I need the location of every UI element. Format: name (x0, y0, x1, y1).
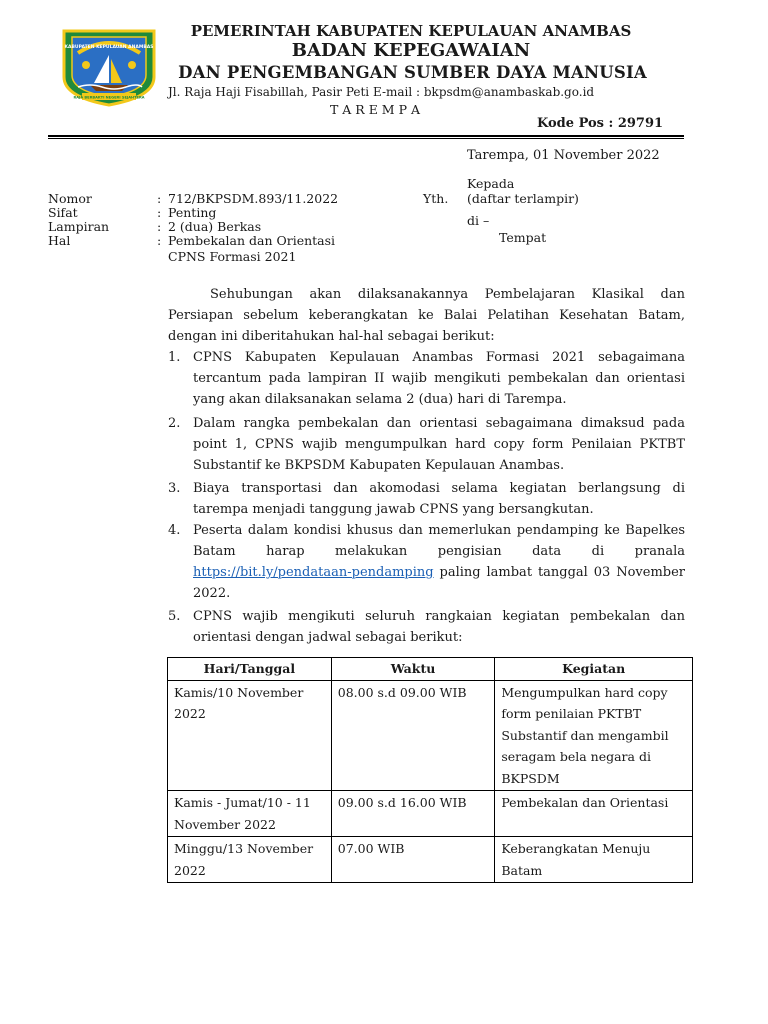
list-item-number: 5. (168, 609, 181, 624)
addressee-yth: Yth. (423, 191, 449, 206)
table-row (168, 680, 693, 791)
letterhead-agency-line2: DAN PENGEMBANGAN SUMBER DAYA MANUSIA (178, 63, 647, 82)
table-cell-date: Kamis/10 November 2022 (168, 680, 332, 791)
list-item (168, 413, 685, 476)
letterhead-government: PEMERINTAH KABUPATEN KEPULAUAN ANAMBAS (190, 22, 632, 40)
meta-colon: : (157, 205, 162, 220)
table-row (168, 837, 693, 883)
list-item-text: CPNS wajib mengikuti seluruh rangkaian kegiatan pembekalan dan orientasi dengan jadwal sebagai berikut: (193, 609, 685, 645)
list-item-text: CPNS Kabupaten Kepulauan Anambas Formasi 2021 sebagaimana tercantum pada lampiran II wajib mengikuti pembekalan dan orientasi yang akan dilaksanakan selama 2 (dua) hari di Tarempa. (193, 350, 685, 407)
emblem-motto-text: RAJA BERBAKTI NEGERI SEJAHTERA (73, 95, 145, 100)
list-item-number: 1. (168, 350, 181, 365)
list-item-text: Dalam rangka pembekalan dan orientasi sebagaimana dimaksud pada point 1, CPNS wajib mengumpulkan hard copy form Penilaian PKTBT Substantif ke BKPSDM Kabupaten Kepulauan Anambas. (193, 416, 685, 473)
list-item (168, 520, 685, 604)
meta-value-hal: Pembekalan dan Orientasi (168, 233, 336, 248)
list-item (168, 478, 685, 520)
table-cell-date: Minggu/13 November 2022 (168, 837, 332, 883)
header-rule (48, 135, 684, 137)
meta-value-hal-line2: CPNS Formasi 2021 (168, 249, 297, 264)
table-header-row (168, 658, 693, 681)
letter-date: Tarempa, 01 November 2022 (467, 148, 660, 163)
column-header-date: Hari/Tanggal (168, 658, 332, 681)
emblem-name-text: KABUPATEN KEPULAUAN ANAMBAS (64, 45, 154, 50)
meta-label-hal: Hal (48, 233, 71, 248)
table-cell-activity: Pembekalan dan Orientasi (495, 791, 693, 837)
list-item-number: 3. (168, 481, 181, 496)
column-header-time: Waktu (331, 658, 495, 681)
table-cell-date: Kamis - Jumat/10 - 11 November 2022 (168, 791, 332, 837)
table-cell-time: 08.00 s.d 09.00 WIB (331, 680, 495, 791)
meta-label-nomor: Nomor (48, 191, 92, 206)
table-cell-activity: Mengumpulkan hard copy form penilaian PKTBT Substantif dan mengambil seragam bela negara di BKPSDM (495, 680, 693, 791)
meta-value-lampiran: 2 (dua) Berkas (168, 219, 262, 234)
list-item-text (193, 520, 685, 604)
meta-label-lampiran: Lampiran (48, 219, 110, 234)
meta-label-sifat: Sifat (48, 205, 78, 220)
meta-value-nomor: 712/BKPSDM.893/11.2022 (168, 191, 339, 206)
list-item-number: 4. (168, 523, 181, 538)
column-header-activity: Kegiatan (495, 658, 693, 681)
letterhead-postcode: Kode Pos : 29791 (537, 116, 664, 131)
addressee-di: di – (467, 213, 490, 228)
addressee-recipient: (daftar terlampir) (467, 191, 579, 206)
letterhead-city: T A R E M P A (330, 102, 420, 117)
list-item-number: 2. (168, 416, 181, 431)
meta-colon: : (157, 191, 162, 206)
meta-colon: : (157, 233, 162, 248)
table-cell-time: 09.00 s.d 16.00 WIB (331, 791, 495, 837)
meta-colon: : (157, 219, 162, 234)
addressee-kepada: Kepada (467, 176, 515, 191)
schedule-table (167, 657, 693, 883)
list-item-text-before-link: Peserta dalam kondisi khusus dan memerlukan pendamping ke Bapelkes Batam harap melakukan pengisian data di pranala (193, 523, 685, 559)
regency-emblem-icon (60, 25, 158, 107)
list-item (168, 347, 685, 410)
registration-link[interactable]: https://bit.ly/pendataan-pendamping (193, 565, 434, 580)
list-item (168, 606, 685, 648)
table-cell-activity: Keberangkatan Menuju Batam (495, 837, 693, 883)
addressee-place: Tempat (499, 230, 547, 245)
intro-paragraph: Sehubungan akan dilaksanakannya Pembelajaran Klasikal dan Persiapan sebelum keberangkatan ke Balai Pelatihan Kesehatan Batam, dengan ini diberitahukan hal-hal sebagai berikut: (168, 287, 685, 344)
meta-value-sifat: Penting (168, 205, 217, 220)
letterhead-agency: BADAN KEPEGAWAIAN (291, 40, 531, 61)
list-item-text: Biaya transportasi dan akomodasi selama kegiatan berlangsung di tarempa menjadi tanggung jawab CPNS yang bersangkutan. (193, 481, 685, 517)
table-cell-time: 07.00 WIB (331, 837, 495, 883)
list-item-text-after-link: paling lambat tanggal 03 November 2022. (193, 565, 685, 601)
table-row (168, 791, 693, 837)
header-rule-thin (48, 138, 684, 139)
letterhead-address: Jl. Raja Haji Fisabillah, Pasir Peti E-mail : bkpsdm@anambaskab.go.id (168, 85, 595, 99)
